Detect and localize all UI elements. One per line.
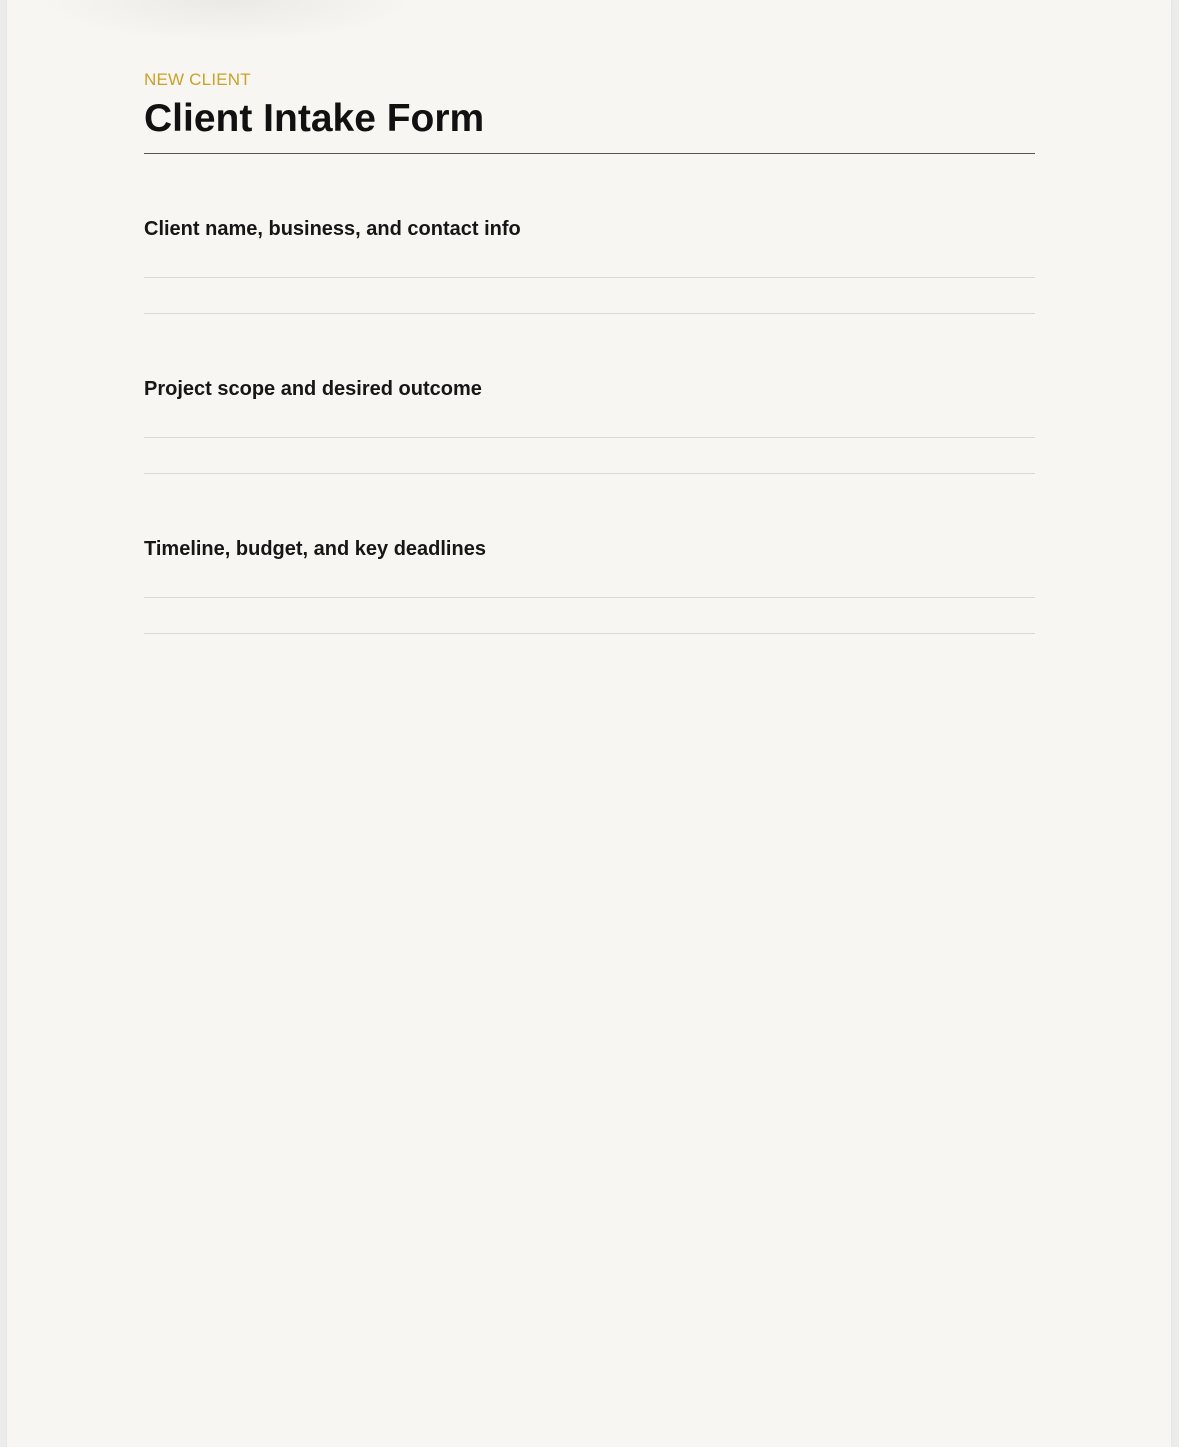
page-curl-shadow	[47, 0, 407, 40]
section-label: Timeline, budget, and key deadlines	[144, 538, 486, 560]
section-label: Project scope and desired outcome	[144, 378, 482, 400]
answer-line[interactable]	[144, 277, 1035, 278]
answer-line[interactable]	[144, 313, 1035, 314]
form-page	[7, 0, 1171, 1447]
section-label: Client name, business, and contact info	[144, 218, 521, 240]
answer-line[interactable]	[144, 633, 1035, 634]
answer-line[interactable]	[144, 437, 1035, 438]
title-divider	[144, 153, 1035, 154]
answer-line[interactable]	[144, 473, 1035, 474]
page-title: Client Intake Form	[144, 97, 485, 140]
form-eyebrow: NEW CLIENT	[144, 70, 251, 89]
answer-line[interactable]	[144, 597, 1035, 598]
